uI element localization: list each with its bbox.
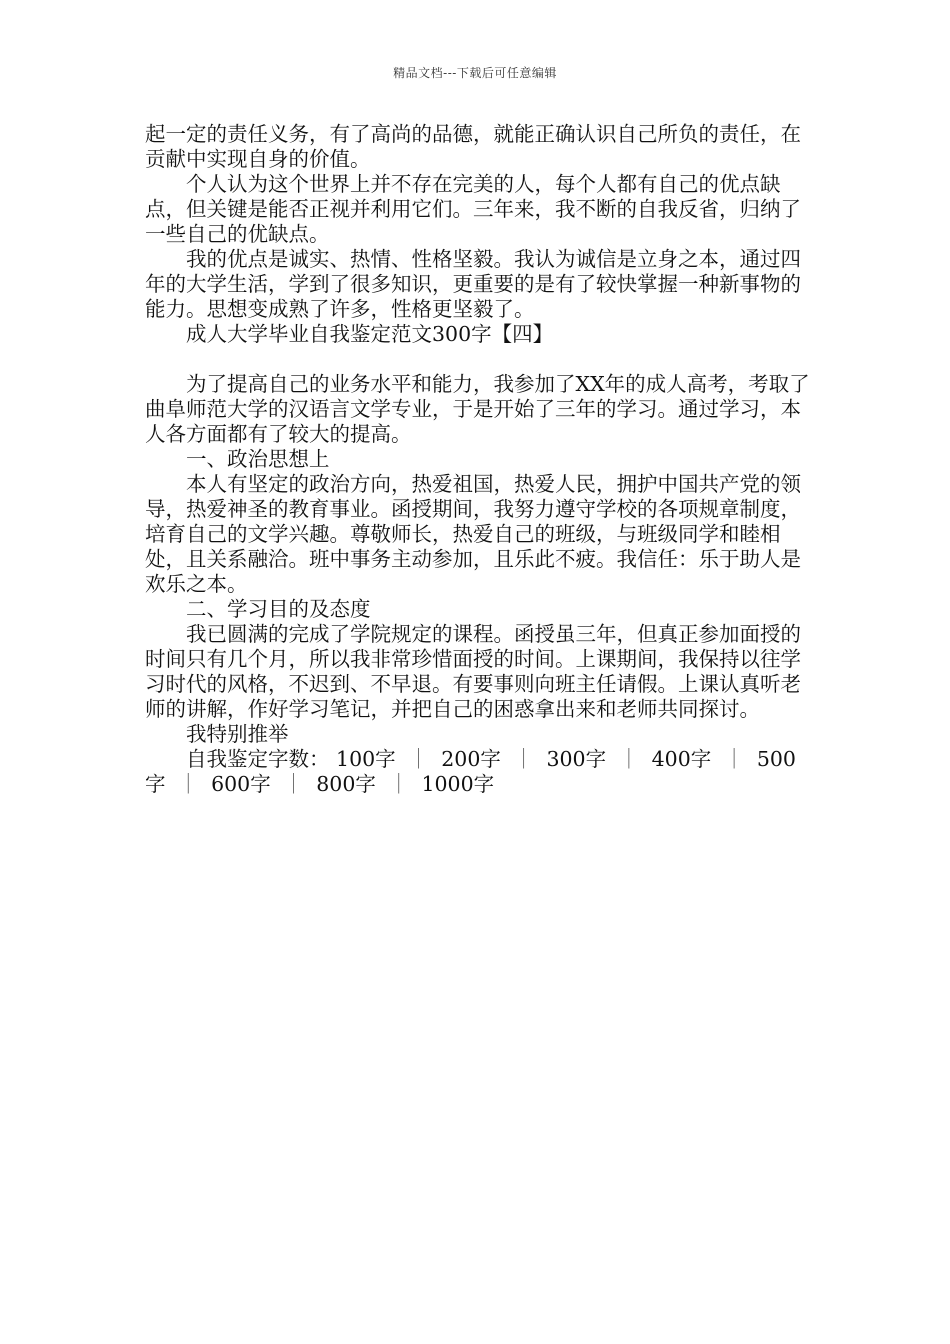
word-count-link-100[interactable]: 100字 [336,747,396,771]
section-heading: 一、政治思想上 [186,447,330,471]
paragraph: 个人认为这个世界上并不存在完美的人，每个人都有自己的优点缺点，但关键是能否正视并利用它们。三年来，我不断的自我反省，归纳了一些自己的优缺点。 [145,172,801,246]
link-separator: ｜ [723,747,745,771]
page-header: 精品文档---下载后可任意编辑 [393,66,557,80]
paragraph: 我已圆满的完成了学院规定的课程。函授虽三年，但真正参加面授的时间只有几个月，所以我非常珍惜面授的时间。上课期间，我保持以往学习时代的风格，不迟到、不早退。有要事则向班主任请假。上课认真听老师的讲解，作好学习笔记，并把自己的困惑拿出来和老师共同探讨。 [145,622,801,721]
link-separator: ｜ [388,772,409,796]
document-body [145,122,810,797]
paragraph: 本人有坚定的政治方向，热爱祖国，热爱人民，拥护中国共产党的领导，热爱神圣的教育事业。函授期间，我努力遵守学校的各项规章制度，培育自己的文学兴趣。尊敬师长，热爱自己的班级，与班级同学和睦相处，且关系融洽。班中事务主动参加，且乐此不疲。我信任：乐于助人是欢乐之本。 [145,472,801,596]
word-count-link-600[interactable]: 600字 [211,772,271,796]
word-count-link-300[interactable]: 300字 [546,747,607,771]
link-separator: ｜ [283,772,304,796]
paragraph: 起一定的责任义务，有了高尚的品德，就能正确认识自己所负的责任，在贡献中实现自身的价值。 [145,122,801,171]
paragraph: 为了提高自己的业务水平和能力，我参加了XX年的成人高考，考取了曲阜师范大学的汉语言文学专业，于是开始了三年的学习。通过学习，本人各方面都有了较大的提高。 [145,372,810,446]
recommend-text: 我特别推举 [186,722,289,746]
link-separator: ｜ [408,747,429,771]
link-separator: ｜ [178,772,199,796]
link-separator: ｜ [513,747,534,771]
word-count-links [145,747,810,797]
section-title: 成人大学毕业自我鉴定范文300字【四】 [186,322,554,346]
blank-line [145,347,810,372]
word-count-link-500[interactable]: 500字 [145,747,796,796]
section-heading: 二、学习目的及态度 [186,597,371,621]
word-count-link-400[interactable]: 400字 [651,747,712,771]
paragraph: 我的优点是诚实、热情、性格坚毅。我认为诚信是立身之本，通过四年的大学生活，学到了很多知识，更重要的是有了较快掌握一种新事物的能力。思想变成熟了许多，性格更坚毅了。 [145,247,801,321]
word-count-link-1000[interactable]: 1000字 [421,772,495,796]
link-separator: ｜ [618,747,640,771]
word-count-link-800[interactable]: 800字 [316,772,376,796]
word-count-link-200[interactable]: 200字 [441,747,501,771]
word-count-label: 自我鉴定字数： [186,747,330,771]
